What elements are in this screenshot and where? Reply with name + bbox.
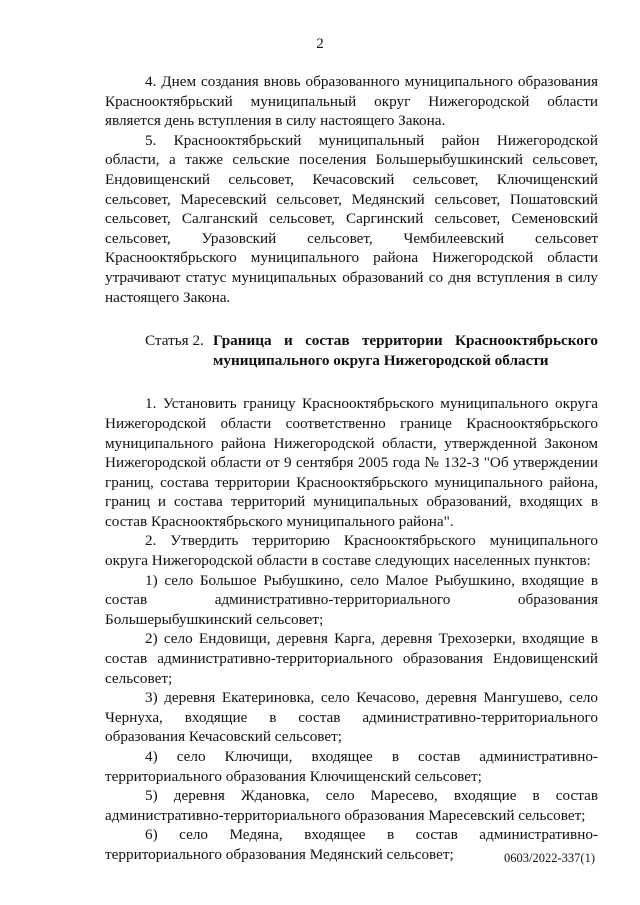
paragraph-clause-2: 2. Утвердить территорию Краснооктябрьского муниципального округа Нижегородской области в составе следующих населенных пунктов: [105, 532, 598, 570]
list-item-6: 6) село Медяна, входящее в состав административно-территориального образования Медянский сельсовет; [105, 826, 598, 863]
paragraph-clause-1: 1. Установить границу Краснооктябрьского муниципального округа Нижегородской области соответственно границе Краснооктябрьского муниципального района Нижегородской области, утвержденной Законом Нижегородской области от 9 сентября 2005 года № 132-З "Об утверждении границ, состава территории Краснооктябрьского муниципального района, границ и состава территорий муниципальных образований, входящих в состав Краснооктябрьского муниципального района". [105, 395, 598, 530]
article-label: Статья 2. [145, 332, 204, 350]
article-title: Граница и состав территории Краснооктябрьского муниципального округа Нижегородской области [213, 332, 598, 369]
list-item-2: 2) село Ендовищи, деревня Карга, деревня Трехозерки, входящие в состав административно-территориального образования Ендовищенский сельсовет; [105, 630, 598, 687]
document-body [105, 72, 598, 865]
list-item-4: 4) село Ключищи, входящее в состав административно-территориального образования Ключищенский сельсовет; [105, 748, 598, 785]
document-code: 0603/2022-337(1) [504, 851, 595, 865]
paragraph-item-4: 4. Днем создания вновь образованного муниципального образования Краснооктябрьский муниципальный округ Нижегородской области является день вступления в силу настоящего Закона. [105, 73, 598, 130]
article-heading [105, 331, 598, 370]
paragraph-item-5: 5. Краснооктябрьский муниципальный район Нижегородской области, а также сельские поселения Большерыбушкинский сельсовет, Ендовищенский сельсовет, Кечасовский сельсовет, Ключищенский сельсовет, Маресевский сельсовет, Медянский сельсовет, Пошатовский сельсовет, Салганский сельсовет, Саргинский сельсовет, Семеновский сельсовет, Уразовский сельсовет, Чембилеевский сельсовет Краснооктябрьского муниципального района Нижегородской области утрачивают статус муниципальных образований со дня вступления в силу настоящего Закона. [105, 131, 598, 306]
list-item-3: 3) деревня Екатериновка, село Кечасово, деревня Мангушево, село Чернуха, входящие в состав административно-территориального образования Кечасовский сельсовет; [105, 689, 598, 746]
page-number: 2 [316, 36, 324, 52]
list-item-5: 5) деревня Ждановка, село Маресево, входящие в состав административно-территориального образования Маресевский сельсовет; [105, 787, 598, 824]
list-item-1: 1) село Большое Рыбушкино, село Малое Рыбушкино, входящие в состав административно-территориального образования Большерыбушкинский сельсовет; [105, 571, 598, 628]
